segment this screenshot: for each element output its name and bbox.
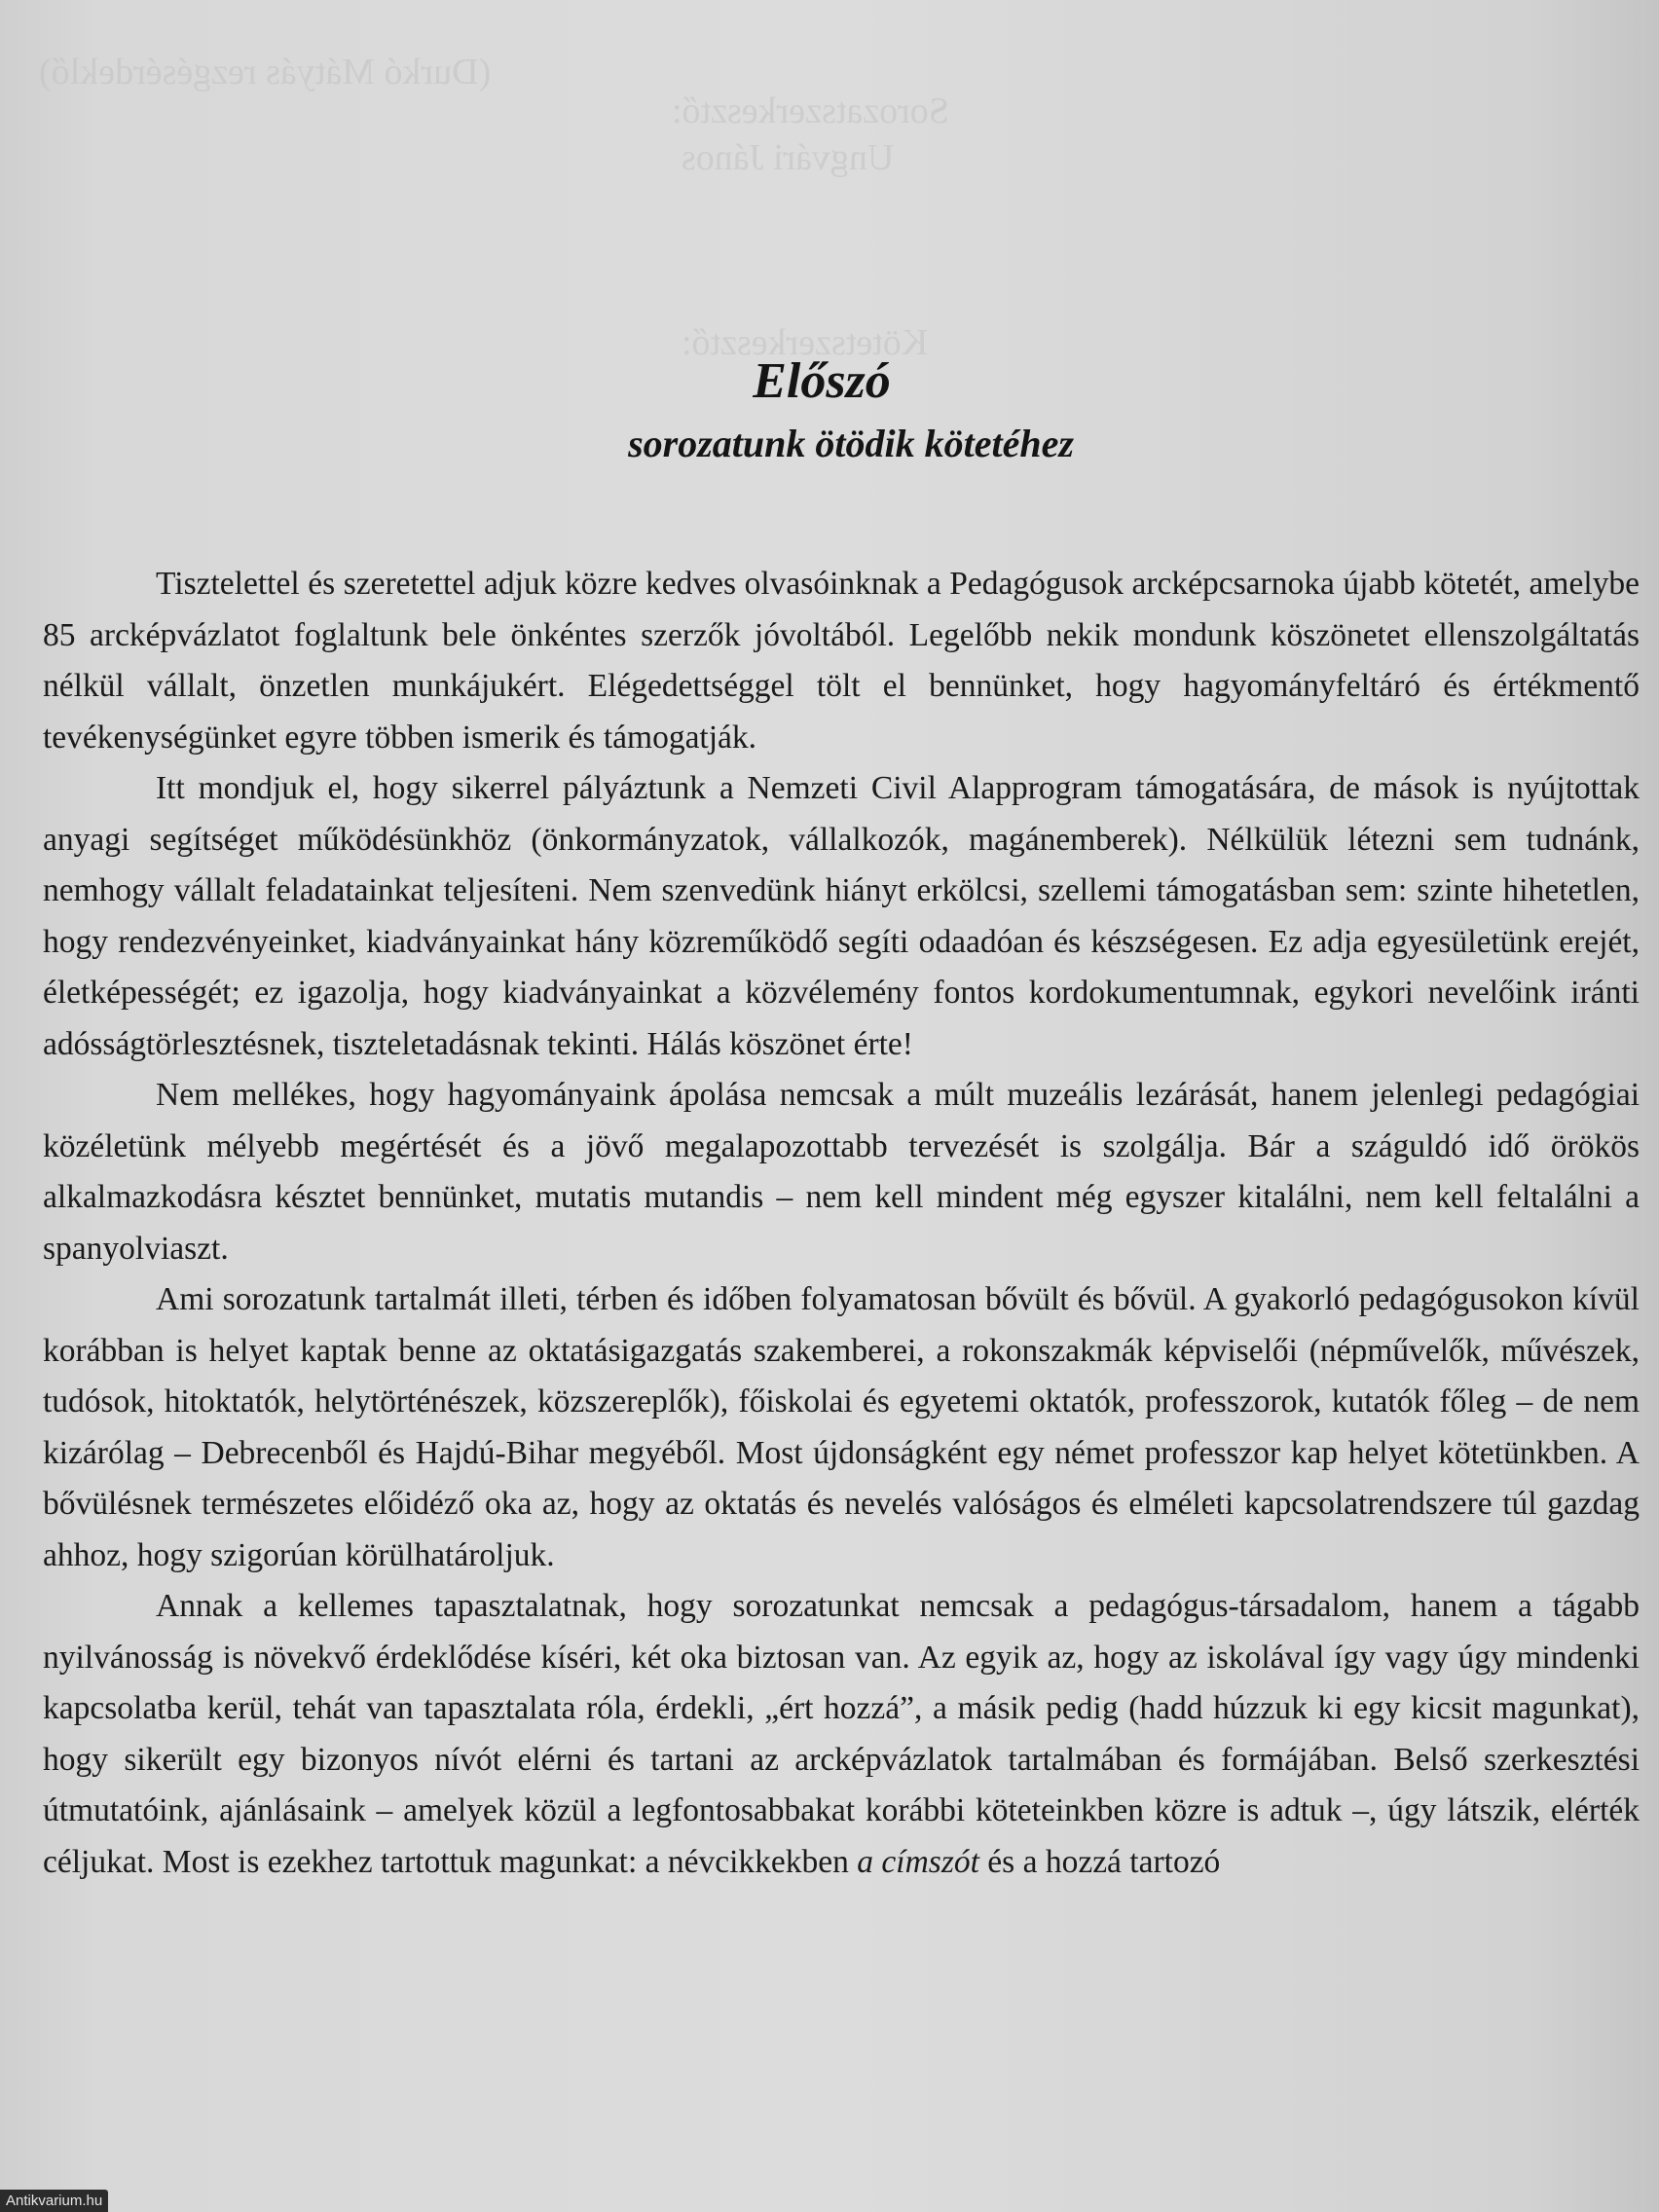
bleed-through-text: Sorozatszerkesztő:	[672, 91, 949, 131]
paragraph: Itt mondjuk el, hogy sikerrel pályáztunk a Nemzeti Civil Alapprogram támogatására, de mások is nyújtottak anyagi segítséget működésünkhöz (önkormányzatok, vállalkozók, magánemberek). Nélkülük létezni sem tudnánk, nemhogy vállalt feladatainkat teljesíteni. Nem szenvedünk hiányt erkölcsi, szellemi támogatásban sem: szinte hihetetlen, hogy rendezvényeinket, kiadványainkat hány közreműködő segíti odaadóan és készségesen. Ez adja egyesületünk erejét, életképességét; ez igazolja, hogy kiadványainkat a közvélemény fontos kordokumentumnak, egykori nevelőink iránti adósságtörlesztésnek, tiszteletadásnak tekinti. Hálás köszönet érte!	[43, 770, 1640, 1062]
foreword-body	[43, 559, 1640, 1888]
paragraph-text: Annak a kellemes tapasztalatnak, hogy sorozatunkat nemcsak a pedagógus-társadalom, hanem a tágabb nyilvánosság is növekvő érdeklődése kíséri, két oka biztosan van. Az egyik az, hogy az iskolával így vagy úgy mindenki kapcsolatba kerül, tehát van tapasztalata róla, érdekli, „ért hozzá”, a másik pedig (hadd húzzuk ki egy kicsit magunkat), hogy sikerült egy bizonyos nívót elérni és tartani az arcképvázlatok tartalmában és formájában. Belső szerkesztési útmutatóink, ajánlásaink – amelyek közül a legfontosabbakat korábbi köteteinkben közre is adtuk –, úgy látszik, elérték céljukat. Most is ezekhez tartottuk magunkat: a névcikkekben	[43, 1588, 1640, 1880]
paragraph: Nem mellékes, hogy hagyományaink ápolása nemcsak a múlt muzeális lezárását, hanem jelenlegi pedagógiai közéletünk mélyebb megértését és a jövő megalapozottabb tervezését is szolgálja. Bár a száguldó idő örökös alkalmazkodásra késztet bennünket, mutatis mutandis – nem kell mindent még egyszer kitalálni, nem kell feltalálni a spanyolviaszt.	[43, 1077, 1640, 1267]
page-title: Előszó	[753, 353, 891, 409]
paragraph-tail: és a hozzá tartozó	[987, 1843, 1221, 1880]
paragraph: Tisztelettel és szeretettel adjuk közre kedves olvasóinknak a Pedagógusok arcképcsarnoka újabb kötetét, amelybe 85 arcképvázlatot foglaltunk bele önkéntes szerzők jóvoltából. Legelőbb nekik mondunk köszönetet ellenszolgáltatás nélkül vállalt, önzetlen munkájukért. Elégedettséggel tölt el bennünket, hogy hagyományfeltáró és értékmentő tevékenységünket egyre többen ismerik és támogatják.	[43, 566, 1640, 756]
italic-term: a címszót	[857, 1843, 979, 1880]
bleed-through-text: Ungvári János	[682, 137, 895, 178]
page-subtitle: sorozatunk ötödik kötetéhez	[628, 422, 1074, 465]
source-watermark: Antikvarium.hu	[0, 2190, 108, 2212]
bleed-through-text: Kötetszerkesztő:	[682, 322, 929, 363]
paragraph-last	[43, 1581, 1640, 1888]
paragraph: Ami sorozatunk tartalmát illeti, térben és időben folyamatosan bővült és bővül. A gyakorló pedagógusokon kívül korábban is helyet kaptak benne az oktatásigazgatás szakemberei, a rokonszakmák képviselői (népművelők, művészek, tudósok, hitoktatók, helytörténészek, közszereplők), főiskolai és egyetemi oktatók, professzorok, kutatók főleg – de nem kizárólag – Debrecenből és Hajdú-Bihar megyéből. Most újdonságként egy német professzor kap helyet kötetünkben. A bővülésnek természetes előidéző oka az, hogy az oktatás és nevelés valóságos és elméleti kapcsolatrendszere túl gazdag ahhoz, hogy szigorúan körülhatároljuk.	[43, 1281, 1640, 1573]
bleed-through-text: (Durkó Mátyás rezgésérdeklő)	[39, 52, 492, 92]
